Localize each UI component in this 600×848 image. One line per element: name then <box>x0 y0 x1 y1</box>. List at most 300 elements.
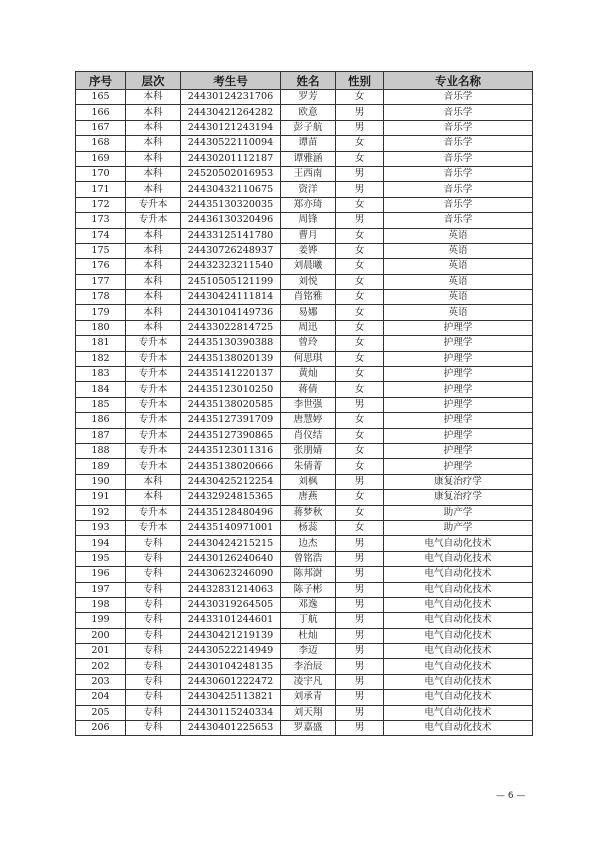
cell-level: 专升本 <box>126 428 181 443</box>
cell-major: 电气自动化技术 <box>384 597 533 612</box>
cell-gender: 女 <box>336 351 384 366</box>
table-row <box>76 351 533 366</box>
cell-exam-number: 24435138020666 <box>181 459 281 474</box>
cell-level: 本科 <box>126 166 181 181</box>
table-row <box>76 659 533 674</box>
cell-exam-number: 24435130390388 <box>181 336 281 351</box>
table-row <box>76 413 533 428</box>
enrollment-table-container <box>75 71 532 736</box>
table-row <box>76 105 533 120</box>
cell-level: 本科 <box>126 136 181 151</box>
cell-name: 曹月 <box>281 228 336 243</box>
cell-major: 音乐学 <box>384 213 533 228</box>
cell-gender: 女 <box>336 151 384 166</box>
table-row <box>76 367 533 382</box>
cell-name: 黄灿 <box>281 367 336 382</box>
cell-level: 本科 <box>126 474 181 489</box>
table-row <box>76 259 533 274</box>
cell-major: 音乐学 <box>384 136 533 151</box>
cell-exam-number: 24430421264282 <box>181 105 281 120</box>
cell-index: 198 <box>76 597 126 612</box>
cell-exam-number: 24430425212254 <box>181 474 281 489</box>
cell-index: 183 <box>76 367 126 382</box>
cell-exam-number: 24435127391709 <box>181 413 281 428</box>
cell-major: 电气自动化技术 <box>384 705 533 720</box>
cell-index: 177 <box>76 274 126 289</box>
cell-name: 李世强 <box>281 397 336 412</box>
cell-level: 本科 <box>126 490 181 505</box>
table-row <box>76 213 533 228</box>
header-index: 序号 <box>76 72 126 90</box>
cell-index: 186 <box>76 413 126 428</box>
cell-gender: 女 <box>336 382 384 397</box>
cell-level: 专科 <box>126 613 181 628</box>
cell-exam-number: 24430421219139 <box>181 628 281 643</box>
cell-index: 174 <box>76 228 126 243</box>
table-row <box>76 597 533 612</box>
table-row <box>76 490 533 505</box>
cell-level: 专升本 <box>126 382 181 397</box>
cell-index: 191 <box>76 490 126 505</box>
cell-gender: 女 <box>336 459 384 474</box>
table-row <box>76 243 533 258</box>
table-row <box>76 459 533 474</box>
cell-gender: 男 <box>336 628 384 643</box>
cell-name: 何思琪 <box>281 351 336 366</box>
cell-exam-number: 24430623246090 <box>181 567 281 582</box>
cell-name: 谭雅涵 <box>281 151 336 166</box>
cell-gender: 女 <box>336 336 384 351</box>
cell-index: 185 <box>76 397 126 412</box>
cell-exam-number: 24520502016953 <box>181 166 281 181</box>
cell-level: 专科 <box>126 690 181 705</box>
cell-index: 202 <box>76 659 126 674</box>
cell-index: 190 <box>76 474 126 489</box>
table-row <box>76 336 533 351</box>
page-number: — 6 — <box>496 791 526 801</box>
cell-major: 护理学 <box>384 382 533 397</box>
cell-gender: 男 <box>336 536 384 551</box>
header-exam-number: 考生号 <box>181 72 281 90</box>
cell-level: 专科 <box>126 597 181 612</box>
cell-level: 专科 <box>126 628 181 643</box>
cell-level: 专升本 <box>126 336 181 351</box>
cell-name: 蒋倩 <box>281 382 336 397</box>
cell-level: 本科 <box>126 290 181 305</box>
cell-gender: 女 <box>336 197 384 212</box>
cell-index: 193 <box>76 520 126 535</box>
cell-major: 护理学 <box>384 443 533 458</box>
cell-exam-number: 24432831214063 <box>181 582 281 597</box>
cell-name: 朱倩菁 <box>281 459 336 474</box>
cell-name: 彭子航 <box>281 120 336 135</box>
cell-index: 181 <box>76 336 126 351</box>
cell-major: 英语 <box>384 290 533 305</box>
table-row <box>76 197 533 212</box>
cell-index: 169 <box>76 151 126 166</box>
cell-name: 蒋梦秋 <box>281 505 336 520</box>
cell-name: 陈子彬 <box>281 582 336 597</box>
cell-gender: 男 <box>336 105 384 120</box>
cell-exam-number: 24433101244601 <box>181 613 281 628</box>
cell-level: 本科 <box>126 105 181 120</box>
table-row <box>76 613 533 628</box>
cell-gender: 女 <box>336 413 384 428</box>
cell-gender: 男 <box>336 721 384 736</box>
cell-major: 电气自动化技术 <box>384 674 533 689</box>
cell-level: 专升本 <box>126 197 181 212</box>
cell-gender: 女 <box>336 305 384 320</box>
cell-index: 205 <box>76 705 126 720</box>
cell-gender: 女 <box>336 505 384 520</box>
cell-name: 易娜 <box>281 305 336 320</box>
cell-index: 172 <box>76 197 126 212</box>
cell-major: 英语 <box>384 305 533 320</box>
cell-exam-number: 24510505121199 <box>181 274 281 289</box>
cell-gender: 女 <box>336 320 384 335</box>
cell-name: 刘晨曦 <box>281 259 336 274</box>
cell-index: 204 <box>76 690 126 705</box>
header-gender: 性别 <box>336 72 384 90</box>
cell-name: 李治辰 <box>281 659 336 674</box>
header-major: 专业名称 <box>384 72 533 90</box>
cell-exam-number: 24430522110094 <box>181 136 281 151</box>
cell-gender: 男 <box>336 213 384 228</box>
cell-gender: 男 <box>336 613 384 628</box>
cell-index: 199 <box>76 613 126 628</box>
cell-name: 张朋婧 <box>281 443 336 458</box>
cell-index: 196 <box>76 567 126 582</box>
cell-exam-number: 24435130320035 <box>181 197 281 212</box>
cell-exam-number: 24435128480496 <box>181 505 281 520</box>
cell-level: 专科 <box>126 659 181 674</box>
cell-major: 助产学 <box>384 505 533 520</box>
cell-index: 170 <box>76 166 126 181</box>
cell-exam-number: 24433125141780 <box>181 228 281 243</box>
cell-exam-number: 24435138020585 <box>181 397 281 412</box>
cell-exam-number: 24433022814725 <box>181 320 281 335</box>
cell-name: 欧意 <box>281 105 336 120</box>
cell-level: 本科 <box>126 151 181 166</box>
cell-level: 专升本 <box>126 213 181 228</box>
table-row <box>76 567 533 582</box>
cell-index: 201 <box>76 644 126 659</box>
cell-index: 187 <box>76 428 126 443</box>
cell-gender: 女 <box>336 90 384 105</box>
cell-name: 刘天翔 <box>281 705 336 720</box>
cell-exam-number: 24435138020139 <box>181 351 281 366</box>
cell-level: 专升本 <box>126 397 181 412</box>
cell-gender: 男 <box>336 182 384 197</box>
cell-index: 188 <box>76 443 126 458</box>
cell-index: 168 <box>76 136 126 151</box>
cell-major: 护理学 <box>384 336 533 351</box>
cell-exam-number: 24430104149736 <box>181 305 281 320</box>
cell-major: 音乐学 <box>384 182 533 197</box>
cell-major: 音乐学 <box>384 90 533 105</box>
table-body <box>76 90 533 736</box>
cell-gender: 男 <box>336 644 384 659</box>
table-row <box>76 582 533 597</box>
cell-name: 曾玲 <box>281 336 336 351</box>
cell-name: 姜铧 <box>281 243 336 258</box>
table-row <box>76 274 533 289</box>
cell-major: 英语 <box>384 243 533 258</box>
cell-level: 专科 <box>126 644 181 659</box>
cell-index: 180 <box>76 320 126 335</box>
cell-major: 音乐学 <box>384 120 533 135</box>
cell-major: 护理学 <box>384 367 533 382</box>
cell-exam-number: 24430401225653 <box>181 721 281 736</box>
table-row <box>76 628 533 643</box>
cell-gender: 男 <box>336 582 384 597</box>
table-row <box>76 674 533 689</box>
cell-exam-number: 24430522214949 <box>181 644 281 659</box>
enrollment-table <box>75 71 533 736</box>
cell-exam-number: 24430319264505 <box>181 597 281 612</box>
cell-exam-number: 24430124231706 <box>181 90 281 105</box>
cell-exam-number: 24436130320496 <box>181 213 281 228</box>
cell-exam-number: 24435123010250 <box>181 382 281 397</box>
cell-gender: 男 <box>336 474 384 489</box>
cell-exam-number: 24432323211540 <box>181 259 281 274</box>
cell-gender: 男 <box>336 705 384 720</box>
cell-exam-number: 24430104248135 <box>181 659 281 674</box>
table-row <box>76 228 533 243</box>
cell-level: 专科 <box>126 721 181 736</box>
cell-index: 171 <box>76 182 126 197</box>
cell-major: 音乐学 <box>384 197 533 212</box>
cell-major: 助产学 <box>384 520 533 535</box>
cell-level: 本科 <box>126 320 181 335</box>
table-row <box>76 320 533 335</box>
cell-level: 专升本 <box>126 520 181 535</box>
cell-name: 肖仪结 <box>281 428 336 443</box>
cell-gender: 男 <box>336 166 384 181</box>
cell-gender: 女 <box>336 259 384 274</box>
cell-gender: 男 <box>336 659 384 674</box>
cell-level: 本科 <box>126 228 181 243</box>
table-row <box>76 705 533 720</box>
table-row <box>76 443 533 458</box>
cell-major: 护理学 <box>384 320 533 335</box>
cell-name: 陈邦澍 <box>281 567 336 582</box>
cell-name: 刘承青 <box>281 690 336 705</box>
cell-gender: 女 <box>336 367 384 382</box>
cell-index: 179 <box>76 305 126 320</box>
cell-index: 197 <box>76 582 126 597</box>
cell-exam-number: 24432924815365 <box>181 490 281 505</box>
table-row <box>76 644 533 659</box>
cell-name: 刘悦 <box>281 274 336 289</box>
cell-major: 电气自动化技术 <box>384 659 533 674</box>
cell-level: 专升本 <box>126 505 181 520</box>
header-level: 层次 <box>126 72 181 90</box>
table-row <box>76 305 533 320</box>
table-row <box>76 151 533 166</box>
cell-gender: 女 <box>336 274 384 289</box>
cell-major: 护理学 <box>384 428 533 443</box>
cell-index: 182 <box>76 351 126 366</box>
cell-level: 专升本 <box>126 443 181 458</box>
table-row <box>76 536 533 551</box>
cell-name: 谭苗 <box>281 136 336 151</box>
cell-name: 邓逸 <box>281 597 336 612</box>
cell-gender: 女 <box>336 136 384 151</box>
table-row <box>76 290 533 305</box>
cell-name: 边杰 <box>281 536 336 551</box>
cell-exam-number: 24435123011316 <box>181 443 281 458</box>
cell-index: 175 <box>76 243 126 258</box>
cell-level: 专科 <box>126 551 181 566</box>
cell-name: 肖铭雅 <box>281 290 336 305</box>
cell-gender: 女 <box>336 443 384 458</box>
cell-exam-number: 24435127390865 <box>181 428 281 443</box>
cell-gender: 男 <box>336 674 384 689</box>
cell-major: 护理学 <box>384 397 533 412</box>
cell-level: 专升本 <box>126 459 181 474</box>
cell-name: 曾铭浩 <box>281 551 336 566</box>
cell-major: 电气自动化技术 <box>384 721 533 736</box>
cell-name: 周锋 <box>281 213 336 228</box>
cell-major: 音乐学 <box>384 105 533 120</box>
table-row <box>76 90 533 105</box>
cell-gender: 女 <box>336 428 384 443</box>
cell-name: 王西南 <box>281 166 336 181</box>
cell-index: 173 <box>76 213 126 228</box>
cell-major: 电气自动化技术 <box>384 613 533 628</box>
cell-major: 英语 <box>384 274 533 289</box>
cell-major: 康复治疗学 <box>384 474 533 489</box>
cell-gender: 男 <box>336 567 384 582</box>
cell-index: 203 <box>76 674 126 689</box>
cell-major: 音乐学 <box>384 166 533 181</box>
cell-major: 电气自动化技术 <box>384 551 533 566</box>
table-row <box>76 520 533 535</box>
cell-level: 专科 <box>126 674 181 689</box>
table-row <box>76 721 533 736</box>
cell-level: 专升本 <box>126 413 181 428</box>
cell-gender: 女 <box>336 243 384 258</box>
cell-index: 167 <box>76 120 126 135</box>
cell-level: 本科 <box>126 182 181 197</box>
cell-exam-number: 24430121243194 <box>181 120 281 135</box>
cell-exam-number: 24430726248937 <box>181 243 281 258</box>
cell-exam-number: 24430126240640 <box>181 551 281 566</box>
table-row <box>76 505 533 520</box>
table-row <box>76 382 533 397</box>
cell-exam-number: 24430425113821 <box>181 690 281 705</box>
cell-gender: 女 <box>336 228 384 243</box>
cell-name: 丁航 <box>281 613 336 628</box>
cell-index: 189 <box>76 459 126 474</box>
cell-exam-number: 24430424111814 <box>181 290 281 305</box>
cell-gender: 女 <box>336 290 384 305</box>
cell-level: 本科 <box>126 90 181 105</box>
cell-level: 专科 <box>126 536 181 551</box>
cell-name: 凌宇凡 <box>281 674 336 689</box>
table-row <box>76 120 533 135</box>
cell-name: 杜灿 <box>281 628 336 643</box>
cell-index: 165 <box>76 90 126 105</box>
cell-gender: 男 <box>336 120 384 135</box>
table-row <box>76 182 533 197</box>
cell-gender: 女 <box>336 520 384 535</box>
cell-index: 184 <box>76 382 126 397</box>
cell-level: 专科 <box>126 582 181 597</box>
cell-level: 专科 <box>126 705 181 720</box>
cell-gender: 男 <box>336 597 384 612</box>
cell-level: 专升本 <box>126 351 181 366</box>
table-row <box>76 397 533 412</box>
cell-index: 200 <box>76 628 126 643</box>
cell-name: 唐慧婷 <box>281 413 336 428</box>
cell-exam-number: 24430115240334 <box>181 705 281 720</box>
cell-gender: 男 <box>336 551 384 566</box>
cell-index: 176 <box>76 259 126 274</box>
cell-major: 护理学 <box>384 413 533 428</box>
cell-index: 166 <box>76 105 126 120</box>
table-row <box>76 474 533 489</box>
cell-level: 本科 <box>126 243 181 258</box>
cell-major: 电气自动化技术 <box>384 582 533 597</box>
cell-major: 电气自动化技术 <box>384 536 533 551</box>
cell-major: 护理学 <box>384 459 533 474</box>
cell-exam-number: 24430601222472 <box>181 674 281 689</box>
table-row <box>76 136 533 151</box>
cell-level: 专科 <box>126 567 181 582</box>
cell-major: 英语 <box>384 259 533 274</box>
cell-exam-number: 24435141220137 <box>181 367 281 382</box>
cell-name: 李迈 <box>281 644 336 659</box>
cell-name: 罗嘉盛 <box>281 721 336 736</box>
table-row <box>76 551 533 566</box>
cell-exam-number: 24435140971001 <box>181 520 281 535</box>
cell-level: 本科 <box>126 305 181 320</box>
cell-level: 本科 <box>126 120 181 135</box>
table-row <box>76 428 533 443</box>
cell-index: 195 <box>76 551 126 566</box>
cell-exam-number: 24430201112187 <box>181 151 281 166</box>
cell-exam-number: 24430432110675 <box>181 182 281 197</box>
cell-major: 英语 <box>384 228 533 243</box>
cell-major: 电气自动化技术 <box>384 567 533 582</box>
cell-name: 杨蕊 <box>281 520 336 535</box>
cell-name: 刘枫 <box>281 474 336 489</box>
cell-index: 178 <box>76 290 126 305</box>
cell-name: 唐燕 <box>281 490 336 505</box>
cell-major: 电气自动化技术 <box>384 690 533 705</box>
cell-level: 本科 <box>126 259 181 274</box>
cell-name: 周迅 <box>281 320 336 335</box>
cell-major: 电气自动化技术 <box>384 628 533 643</box>
table-row <box>76 690 533 705</box>
header-name: 姓名 <box>281 72 336 90</box>
cell-exam-number: 24430424215215 <box>181 536 281 551</box>
cell-major: 护理学 <box>384 351 533 366</box>
cell-level: 本科 <box>126 274 181 289</box>
cell-major: 电气自动化技术 <box>384 644 533 659</box>
cell-name: 郑亦琦 <box>281 197 336 212</box>
cell-major: 康复治疗学 <box>384 490 533 505</box>
header-row <box>76 72 533 90</box>
cell-index: 206 <box>76 721 126 736</box>
cell-gender: 男 <box>336 690 384 705</box>
cell-gender: 女 <box>336 490 384 505</box>
cell-name: 资洋 <box>281 182 336 197</box>
table-row <box>76 166 533 181</box>
cell-gender: 男 <box>336 397 384 412</box>
